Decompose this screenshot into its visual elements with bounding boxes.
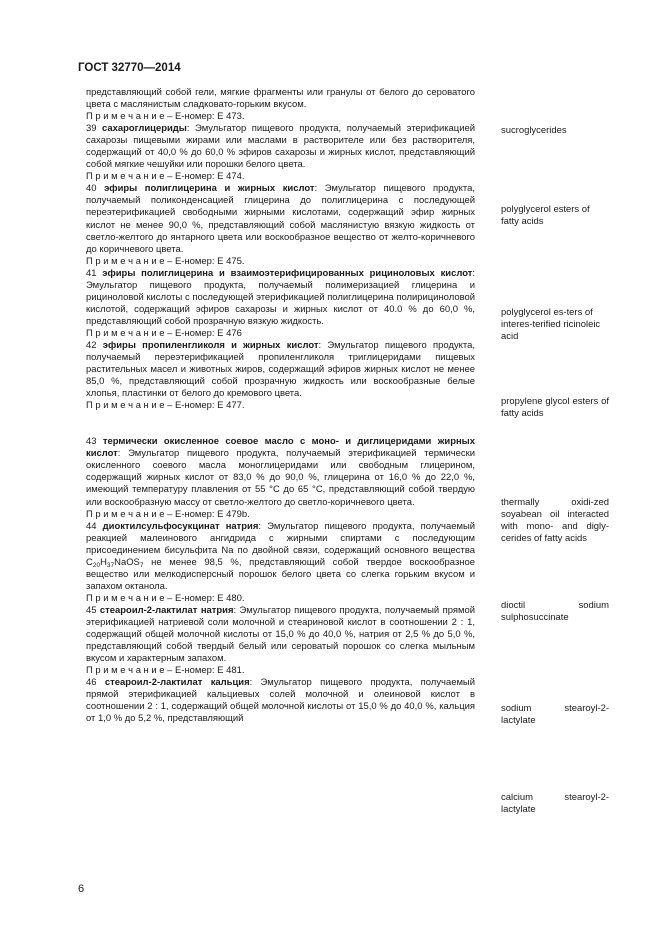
entry-44: 44 диоктилсульфосукцинат натрия: Эмульгатор пищевого продукта, получаемый реакцией малеинового ангидрида с жирными спиртами с последующим присоединением бисульфита Na по двойной связи, содержащий основного вещества $C_{20}H_{37}NaOS_7$ не менее 98,5 %, представляющий собой твердое воскообразное вещество или мелкодисперсный порошок белого цвета со слегка горьким вкусом и запахом октанола. <box>86 520 475 592</box>
term-43: термически окисленное соевое масло с моно- и диглицеридами жирных кислот <box>86 436 475 460</box>
note-45: П р и м е ч а н и е – Е-номер: Е 481. <box>86 665 245 677</box>
entry-46: 46 стеароил-2-лактилат кальция: Эмульгатор пищевого продукта, получаемый прямой этерификацией кальциевых солей молочной и олеиновой кислот в соотношении 2 : 1, содержащий общей молочной кислоты от 15,0 % до 40,0 %, кальция от 1,0 % до 5,2 %, представляющий <box>86 677 475 725</box>
english-term-42: propylene glycol esters of fatty acids <box>501 396 609 420</box>
note-39: П р и м е ч а н и е – Е-номер: Е 474. <box>86 171 245 183</box>
note-40: П р и м е ч а н и е – Е-номер: Е 475. <box>86 255 245 267</box>
entry-43: 43 термически окисленное соевое масло с моно- и диглицеридами жирных кислот: Эмульгатор пищевого продукта, получаемый этерификацией термически окисленного соевого масла моноглицеридами или свободным глицерином, содержащий жирных кислот от 83,0 % до 90,0 %, глицерина от 16,0 % до 22,0 %, имеющий температуру плавления от 55 °С до 65 °С, представляющий собой твердую или воскообразную массу от светло-желтого до светло-коричневого цвета. <box>86 436 475 508</box>
page-number: 6 <box>78 883 85 895</box>
term-40: эфиры полиглицерина и жирных кислот <box>104 183 315 195</box>
intro-note: П р и м е ч а н и е – Е-номер: Е 473. <box>86 111 245 123</box>
terms-column <box>86 87 475 725</box>
entry-42: 42 эфиры пропиленгликоля и жирных кислот: Эмульгатор пищевого продукта, получаемый переэтерификацией пропиленгликоля триглицеридами пищевых растительных масел и животных жиров, содержащий эфиров жирных кислот не менее 85,0 %, представляющий собой прозрачную жидкость или воскообразные белые хлопья, пластинки от белого до кремового цвета. <box>86 339 476 400</box>
english-term-46: calcium stearoyl-2-lactylate <box>501 792 609 816</box>
term-39: сахароглицериды <box>102 123 187 135</box>
entry-45: 45 стеароил-2-лактилат натрия: Эмульгатор пищевого продукта, получаемый прямой этерификацией натриевой соли молочной и стеариновой кислот в соотношении 2 : 1, содержащий общей молочной кислоты от 15,0 % до 40,0 %, натрия от 2,5 % до 5,0 %, представляющий собой твердый белый или сероватый порошок со слегка мыльным вкусом и характерным запахом. <box>86 604 475 665</box>
document-header: ГОСТ 32770—2014 <box>78 62 181 74</box>
term-44: диоктилсульфосукцинат натрия <box>102 520 259 532</box>
english-term-39: sucroglycerides <box>501 125 567 136</box>
section-gap <box>86 412 475 436</box>
english-term-41: polyglycerol es-ters of interes-terified ricinoleic acid <box>501 307 601 343</box>
note-42: П р и м е ч а н и е – Е-номер: Е 477. <box>86 400 245 412</box>
intro-text: представляющий собой гели, мягкие фрагменты или гранулы от белого до сероватого цвета с маслянистым сладковато-горьким вкусом. <box>86 87 475 111</box>
english-term-44: dioctil sodium sulphosuccinate <box>501 600 609 624</box>
note-41: П р и м е ч а н и е – Е-номер: Е 476 <box>86 327 242 339</box>
entry-39: 39 сахароглицериды: Эмульгатор пищевого продукта, получаемый этерификацией сахарозы пищевыми жирами или маслами в растворителе или без растворителя, содержащий от 40,0 % до 60,0 % эфиров сахарозы и жирных кислот, представляющий собой мягкие чешуйки или порошки белого цвета. <box>86 123 475 171</box>
term-42: эфиры пропиленгликоля и жирных кислот <box>102 339 319 351</box>
english-term-45: sodium stearoyl-2-lactylate <box>501 703 609 727</box>
term-41: эфиры полиглицерина и взаимоэтерифицированных рициноловых кислот <box>102 267 473 279</box>
note-44: П р и м е ч а н и е – Е-номер: Е 480. <box>86 592 245 604</box>
entry-40: 40 эфиры полиглицерина и жирных кислот: Эмульгатор пищевого продукта, получаемый поликонденсацией глицерина до полиглицерина с последующей переэтерификацией свободными жирными кислотами, содержащий эфир жирных кислот не менее 90,0 %, представляющий собой маслянистую вязкую жидкость от светло-желтого до янтарного цвета или воскообразное вещество от желто-коричневого до коричневого цвета. <box>86 183 475 255</box>
english-term-43: thermally oxidi-zed soyabean oil interacted with mono- and digly-cerides of fatty acids <box>501 497 609 545</box>
note-43: П р и м е ч а н и е – Е-номер: Е 479b. <box>86 508 250 520</box>
english-term-40: polyglycerol esters of fatty acids <box>501 204 590 228</box>
term-45: стеароил-2-лактилат натрия <box>99 604 234 616</box>
entry-41: 41 эфиры полиглицерина и взаимоэтерифицированных рициноловых кислот: Эмульгатор пищевого продукта, получаемый полимеризацией глицерина и рициноловой кислоты с последующей этерификацией полиглицерина полирициноловой кислотой, содержащий эфиров сахарозы и жирных кислот от 40.0 % до 60,0 %, представляющий собой прозрачную вязкую жидкость. <box>86 267 475 327</box>
term-46: стеароил-2-лактилат кальция <box>104 677 250 689</box>
